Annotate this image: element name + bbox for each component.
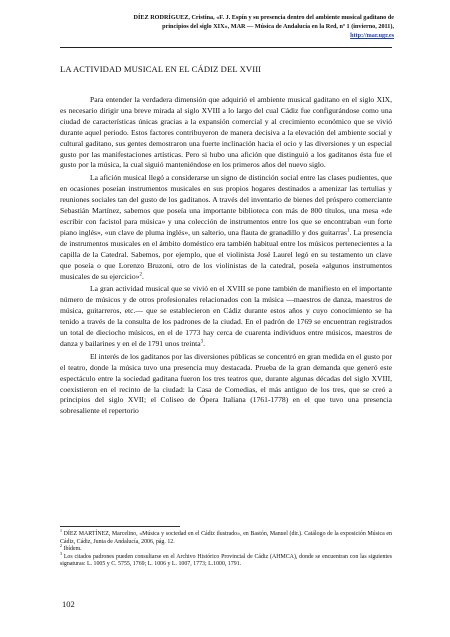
footnotes: [60, 528, 392, 569]
paragraph-2-end: .: [142, 271, 144, 281]
paragraph-4: El interés de los gaditanos por las diversiones públicas se concentró en gran medida en el gusto por el teatro, donde la música tuvo una presencia muy destacada. Prueba de la gran demanda que generó este espectáculo entre la sociedad gaditana fueron los tres teatros que, durante algunas décadas del siglo XVIII, coexistieron en el recinto de la ciudad: la Casa de Comedias, el más antiguo de los tres, que se creó a principios del siglo XVII; el Coliseo de Ópera Italiana (1761-1778) en el que tuvo una presencia sobresaliente el repertorio: [60, 351, 392, 416]
footnote-2: [60, 543, 392, 554]
footnote-text: Los citados padrones pueden consultarse en el Archivo Histórico Provincial de Cádiz (AHMCA), donde se encuentran con las siguientes signaturas: L. 1005 y C. 5755, 1769; L. 1006 y L. 1007, 1773; L.1000, 1791.: [60, 553, 392, 568]
paragraph-2-part-b: . La presencia de instrumentos musicales en el ámbito doméstico era también habitual entre los músicos pertenecientes a la capilla de la Catedral. Sabemos, por ejemplo, que el violinista José Laurel legó en su testamento un clave que poseía o que Lorenzo Bruzoni, otro de los violinistas de la catedral, poseía «algunos instrumentos musicales de su ejercicio»: [60, 227, 392, 281]
paragraph-1: Para entender la verdadera dimensión que adquirió el ambiente musical gaditano en el siglo XIX, es necesario dirigir una breve mirada al siglo XVIII a lo largo del cual Cádiz fue configurándose como una ciudad de características únicas gracias a la expansión comercial y al crecimiento económico que se vivió durante aquel periodo. Estos factores contribuyeron de manera decisiva a la elevación del ambiente social y cultural gaditano, sus gentes demostraron una fuerte inclinación hacia el ocio y las diversiones y un especial gusto por las manifestaciones artísticas. Pero si hubo una afición que distinguió a los gaditanos ésta fue el gusto por la música, la cual siguió manteniéndose en los primeros años del nuevo siglo.: [60, 95, 392, 170]
header-citation-line-1: DÍEZ RODRÍGUEZ, Cristina, «F. J. Espín y su presencia dentro del ambiente musical gaditano de: [133, 14, 394, 21]
footnote-ref-1[interactable]: 1: [346, 228, 350, 234]
footnote-mark: 3: [60, 550, 62, 556]
paragraph-2: [60, 173, 392, 282]
page-number: 102: [62, 599, 75, 609]
footnote-ref-3[interactable]: 3: [200, 339, 204, 345]
header-url-link[interactable]: http://mar.ugr.es: [350, 32, 394, 39]
running-header: [58, 13, 394, 40]
header-divider: [60, 47, 392, 48]
paragraph-3-text: La gran actividad musical que se vivió en el XVIII se pone también de manifiesto en el importante número de músicos y de otros profesionales relacionados con la música —maestros de danza, maestros de música, guitarreros, etc.— que se establecieron en Cádiz durante estos años y cuyo conocimiento se ha tenido a través de la consulta de los padrones de la ciudad. En el padrón de 1769 se encuentran registrados un total de dieciocho músicos, en el de 1773 hay cerca de cuarenta individuos entre músicos, maestros de danza y bailarines y en el de 1791 unos treinta: [60, 284, 392, 348]
body-text: [60, 95, 392, 417]
footnote-text: Ibídem.: [63, 546, 82, 553]
section-title: LA ACTIVIDAD MUSICAL EN EL CÁDIZ DEL XVIII: [60, 64, 262, 74]
footnote-3: [60, 550, 392, 569]
footnote-mark: 2: [60, 543, 62, 549]
footnote-text: DÍEZ MARTÍNEZ, Marcelino, «Música y sociedad en el Cádiz ilustrado», en Bastón, Manuel (dir.). Catálogo de la exposición Música en Cádiz, Cádiz, Junta de Andalucía, 2006, pág. 12.: [60, 531, 392, 545]
paragraph-3: [60, 284, 392, 349]
paragraph-2-part-a: La afición musical llegó a considerarse un signo de distinción social entre las clases pudientes, que en ocasiones poseían instrumentos musicales en sus propios hogares destinados a amenizar las tertulias y reuniones sociales tan del gusto de los gaditanos. A través del inventario de bienes del próspero comerciante Sebastián Martínez, sabemos que poseía una importante biblioteca con más de 800 títulos, una mesa «de escribir con facistol para música» y una colección de instrumentos entre los que se encontraban «un forte piano inglés», «un clave de pluma inglés», un salterio, una flauta de granadillo y dos guitarras: [60, 173, 392, 237]
footnote-mark: 1: [60, 528, 62, 534]
footnote-divider: [60, 526, 180, 527]
paragraph-3-end: .: [203, 338, 206, 348]
footnote-1: [60, 528, 392, 549]
header-citation-line-2: principios del siglo XIX», MAR — Música de Andalucía en la Red, nº 1 (invierno, 2011),: [162, 23, 394, 30]
footnote-ref-2[interactable]: 2: [139, 271, 142, 277]
